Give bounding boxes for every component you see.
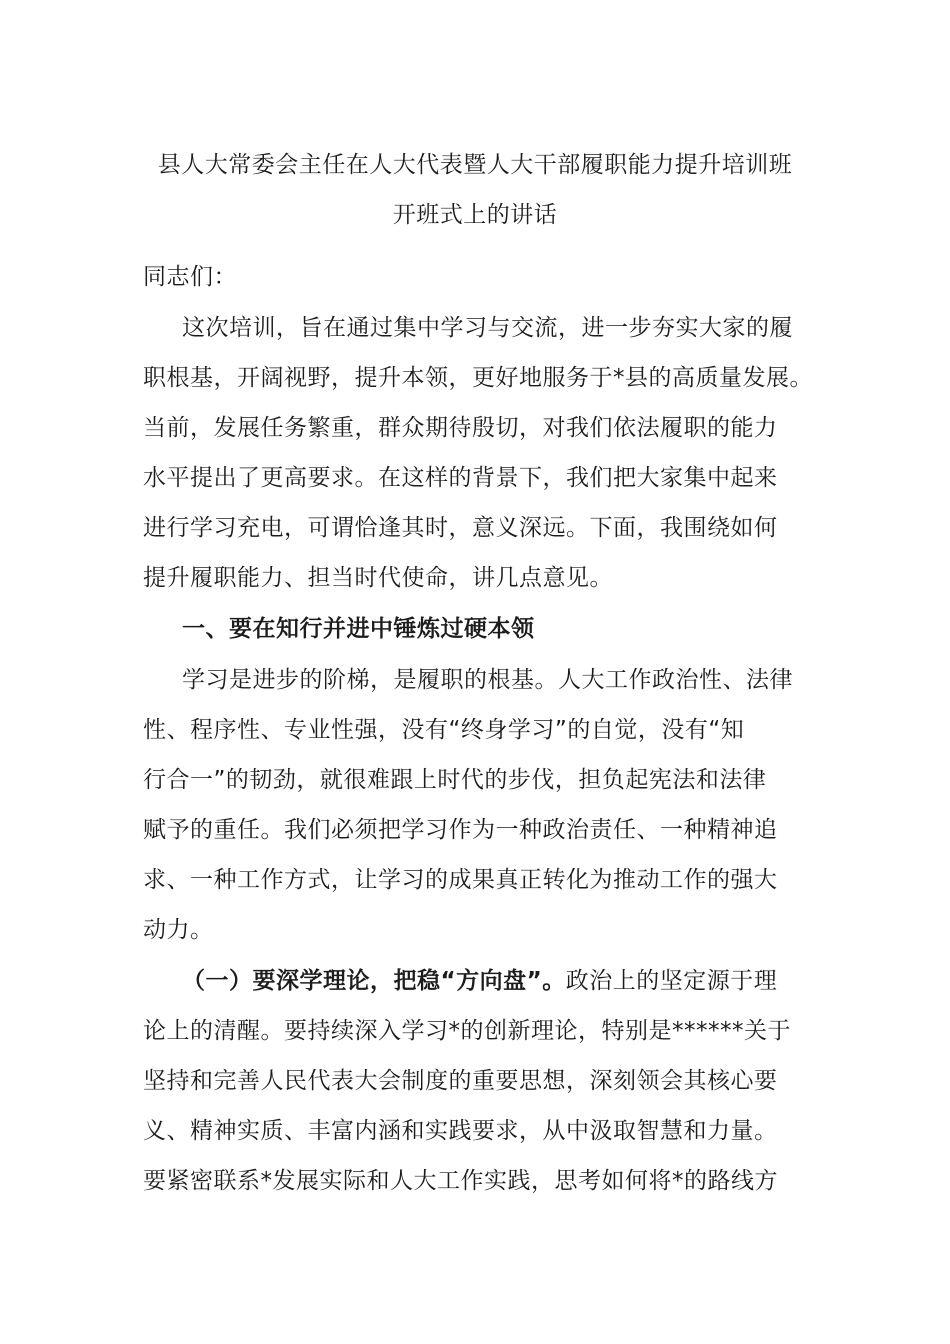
para3-first-line — [182, 966, 777, 996]
salutation: 同志们： — [143, 264, 237, 290]
para2-line: 动力。 — [143, 917, 214, 943]
section-heading-1: 一、要在知行并进中锤炼过硬本领 — [182, 616, 535, 642]
para2-line: 性、程序性、专业性强，没有“终身学习”的自觉，没有“知 — [143, 717, 745, 743]
para1-line: 当前，发展任务繁重，群众期待殷切，对我们依法履职的能力 — [143, 415, 778, 441]
title-line-2: 开班式上的讲话 — [392, 202, 558, 228]
para3-line: 义、精神实质、丰富内涵和实践要求，从中汲取智慧和力量。 — [143, 1118, 778, 1144]
para2-line: 求、一种工作方式，让学习的成果真正转化为推动工作的强大 — [143, 867, 778, 893]
para3-line: 论上的清醒。要持续深入学习*的创新理论，特别是******关于 — [143, 1018, 791, 1044]
para3-line: 坚持和完善人民代表大会制度的重要思想，深刻领会其核心要 — [143, 1068, 778, 1094]
para2-line: 赋予的重任。我们必须把学习作为一种政治责任、一种精神追 — [143, 817, 778, 843]
para1-line: 进行学习充电，可谓恰逢其时，意义深远。下面，我围绕如何 — [143, 515, 778, 541]
para2-line: 学习是进步的阶梯，是履职的根基。人大工作政治性、法律 — [182, 667, 793, 693]
para2-line: 行合一”的韧劲，就很难跟上时代的步伐，担负起宪法和法律 — [143, 767, 767, 793]
para3-line: 要紧密联系*发展实际和人大工作实践，思考如何将*的路线方 — [143, 1168, 778, 1194]
para1-line: 职根基，开阔视野，提升本领，更好地服务于*县的高质量发展。 — [143, 365, 813, 391]
para1-line: 提升履职能力、担当时代使命，讲几点意见。 — [143, 565, 613, 591]
para1-line: 水平提出了更高要求。在这样的背景下，我们把大家集中起来 — [143, 465, 778, 491]
title-line-1: 县人大常委会主任在人大代表暨人大干部履职能力提升培训班 — [157, 152, 793, 178]
para3-lead-text: 政治上的坚定源于理 — [565, 968, 778, 994]
subsection-heading-1: （一）要深学理论，把稳“方向盘”。 — [182, 968, 566, 994]
para1-line: 这次培训，旨在通过集中学习与交流，进一步夯实大家的履 — [182, 315, 793, 341]
